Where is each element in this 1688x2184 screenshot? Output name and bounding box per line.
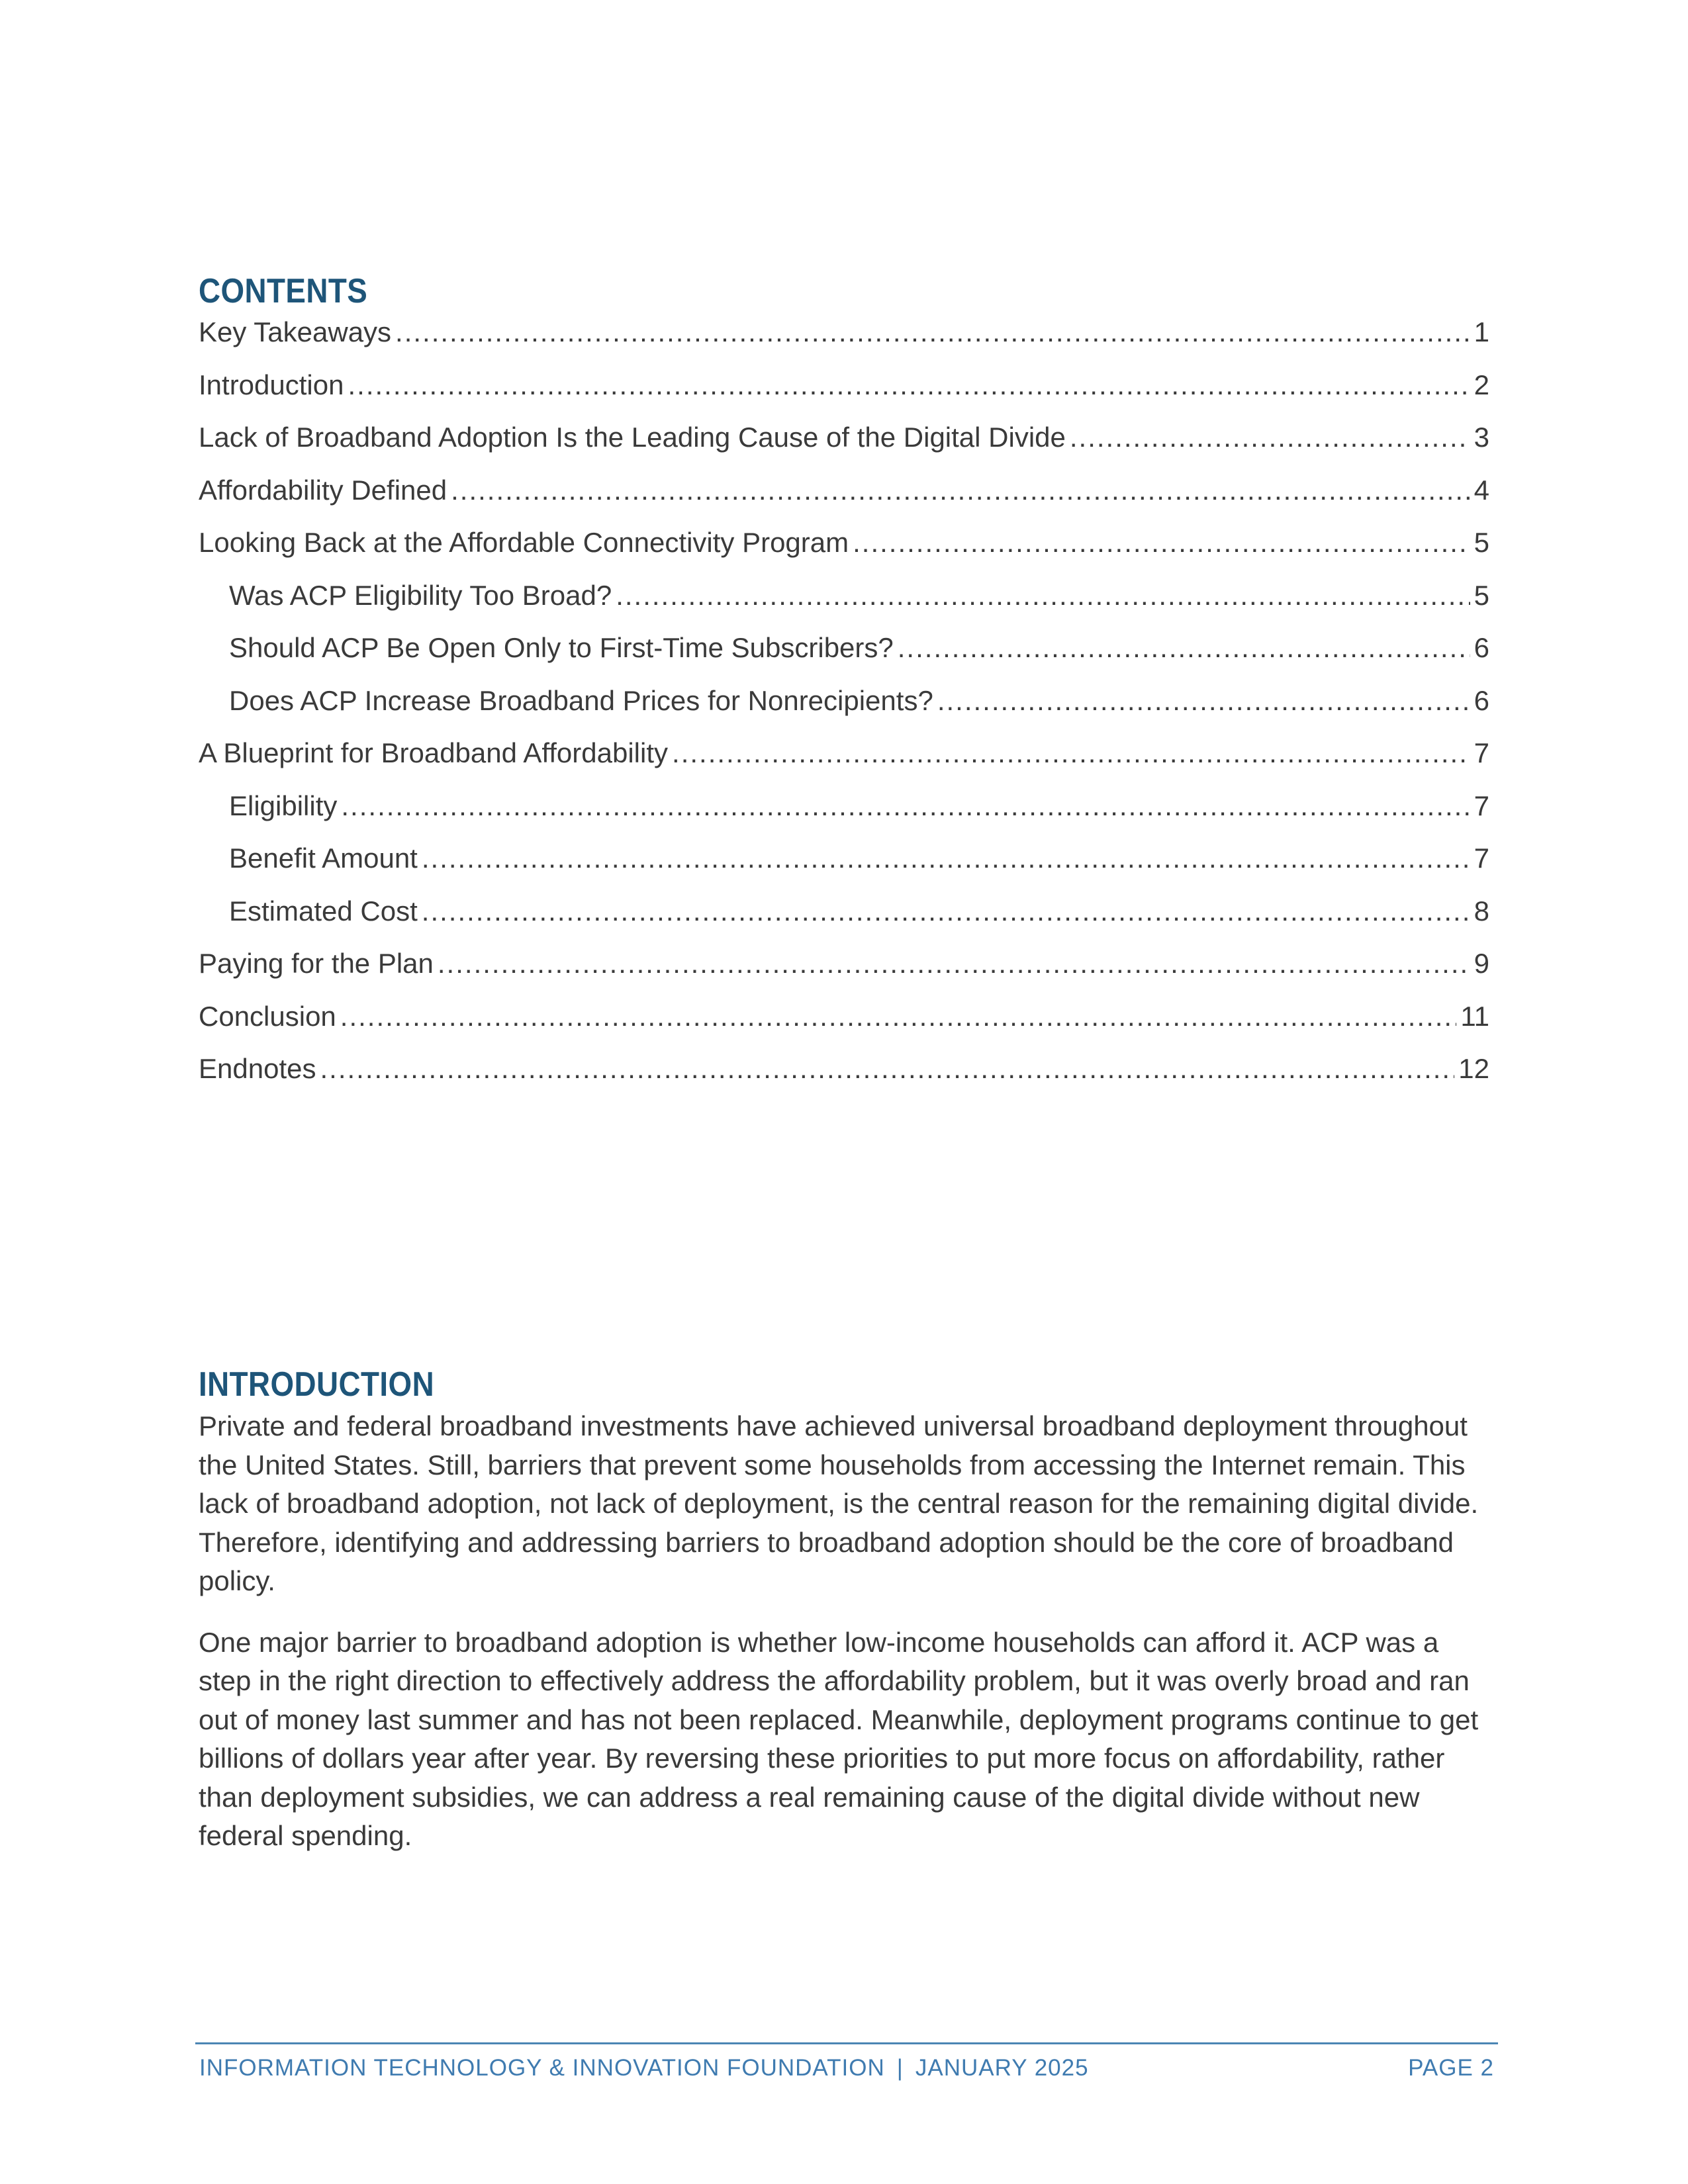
toc-dot-leader [853, 523, 1470, 563]
toc-entry-page: 11 [1460, 1000, 1489, 1032]
toc-entry-page: 3 [1474, 422, 1489, 453]
toc-entry-nonrecipient-prices[interactable] [199, 681, 1489, 734]
toc-entry-eligibility[interactable] [199, 786, 1489, 839]
footer-page-number: PAGE 2 [1408, 2055, 1494, 2081]
toc-entry-page: 7 [1474, 842, 1489, 874]
toc-dot-leader [438, 944, 1470, 983]
toc-dot-leader [937, 681, 1470, 721]
toc-entry-title: Does ACP Increase Broadband Prices for Nonrecipients? [229, 684, 933, 716]
toc-entry-title: Estimated Cost [229, 895, 418, 927]
toc-entry-title: Paying for the Plan [199, 948, 434, 979]
toc-entry-title: Conclusion [199, 1000, 336, 1032]
toc-entry-title: Affordability Defined [199, 474, 447, 506]
toc-entry-title: Eligibility [229, 790, 338, 821]
toc-entry-endnotes[interactable] [199, 1049, 1489, 1102]
introduction-paragraph-2: One major barrier to broadband adoption is whether low-income households can afford it. ACP was a step in the right direction to effectively address the affordability problem, but it was overly broad and ran out of money last summer and has not been replaced. Meanwhile, deployment programs continue to get billions of dollars year after year. By reversing these priorities to put more focus on affordability, rather than deployment subsidies, we can address a real remaining cause of the digital divide without new federal spending. [199, 1626, 1479, 1851]
footer-date: JANUARY 2025 [915, 2055, 1089, 2081]
introduction-paragraph-1: Private and federal broadband investments have achieved universal broadband deployment throughout the United States. Still, barriers that prevent some households from accessing the Internet remain. This lack of broadband adoption, not lack of deployment, is the central reason for the remaining digital divide. Therefore, identifying and addressing barriers to broadband adoption should be the core of broadband policy. [199, 1410, 1479, 1596]
toc-entry-conclusion[interactable] [199, 997, 1489, 1050]
toc-dot-leader [1070, 418, 1470, 457]
toc-entry-page: 8 [1474, 895, 1489, 927]
toc-entry-title: Looking Back at the Affordable Connectivity Program [199, 527, 849, 558]
toc-entry-page: 5 [1474, 579, 1489, 611]
toc-dot-leader [422, 839, 1470, 878]
toc-entry-title: Should ACP Be Open Only to First-Time Subscribers? [229, 632, 894, 663]
toc-dot-leader [451, 471, 1470, 510]
toc-entry-page: 4 [1474, 474, 1489, 506]
introduction-section [199, 1365, 1496, 1878]
toc-dot-leader [616, 576, 1470, 615]
toc-entry-page: 6 [1474, 632, 1489, 663]
toc-entry-title: Lack of Broadband Adoption Is the Leading Cause of the Digital Divide [199, 422, 1066, 453]
toc-entry-page: 2 [1474, 369, 1489, 400]
footer-publisher [199, 2055, 1089, 2081]
toc-entry-lack-of-adoption[interactable] [199, 418, 1489, 471]
toc-dot-leader [422, 891, 1470, 931]
toc-entry-affordability-defined[interactable] [199, 471, 1489, 523]
toc-entry-page: 12 [1458, 1053, 1489, 1084]
toc-dot-leader [320, 1049, 1454, 1089]
toc-dot-leader [340, 997, 1457, 1036]
toc-entry-title: Introduction [199, 369, 344, 400]
toc-entry-paying-for-plan[interactable] [199, 944, 1489, 997]
toc-entry-page: 9 [1474, 948, 1489, 979]
toc-entry-title: A Blueprint for Broadband Affordability [199, 737, 669, 768]
toc-entry-title: Benefit Amount [229, 842, 418, 874]
introduction-heading: INTRODUCTION [199, 1365, 435, 1404]
toc-entry-blueprint[interactable] [199, 733, 1489, 786]
toc-entry-title: Key Takeaways [199, 316, 392, 347]
toc-entry-page: 7 [1474, 790, 1489, 821]
contents-heading: CONTENTS [199, 272, 368, 310]
footer-divider [195, 2042, 1498, 2044]
toc-entry-page: 5 [1474, 527, 1489, 558]
toc-dot-leader [395, 312, 1470, 352]
toc-entry-introduction[interactable] [199, 365, 1489, 418]
toc-entry-page: 1 [1474, 316, 1489, 347]
footer-separator: | [896, 2055, 904, 2081]
toc-entry-key-takeaways[interactable] [199, 312, 1489, 365]
toc-entry-benefit-amount[interactable] [199, 839, 1489, 891]
toc-entry-page: 6 [1474, 684, 1489, 716]
toc-dot-leader [341, 786, 1470, 826]
toc-dot-leader [672, 733, 1470, 773]
toc-entry-page: 7 [1474, 737, 1489, 768]
footer-organization: INFORMATION TECHNOLOGY & INNOVATION FOUNDATION [199, 2055, 885, 2081]
footer-row [195, 2055, 1498, 2081]
toc-entry-estimated-cost[interactable] [199, 891, 1489, 944]
table-of-contents [199, 271, 1489, 1102]
toc-entry-first-time-subscribers[interactable] [199, 628, 1489, 681]
toc-list [199, 312, 1489, 1102]
toc-entry-title: Endnotes [199, 1053, 316, 1084]
page-footer [195, 2042, 1498, 2081]
toc-entry-looking-back-acp[interactable] [199, 523, 1489, 576]
toc-dot-leader [348, 365, 1470, 405]
toc-dot-leader [898, 628, 1470, 668]
toc-entry-acp-eligibility[interactable] [199, 576, 1489, 629]
toc-entry-title: Was ACP Eligibility Too Broad? [229, 579, 612, 611]
